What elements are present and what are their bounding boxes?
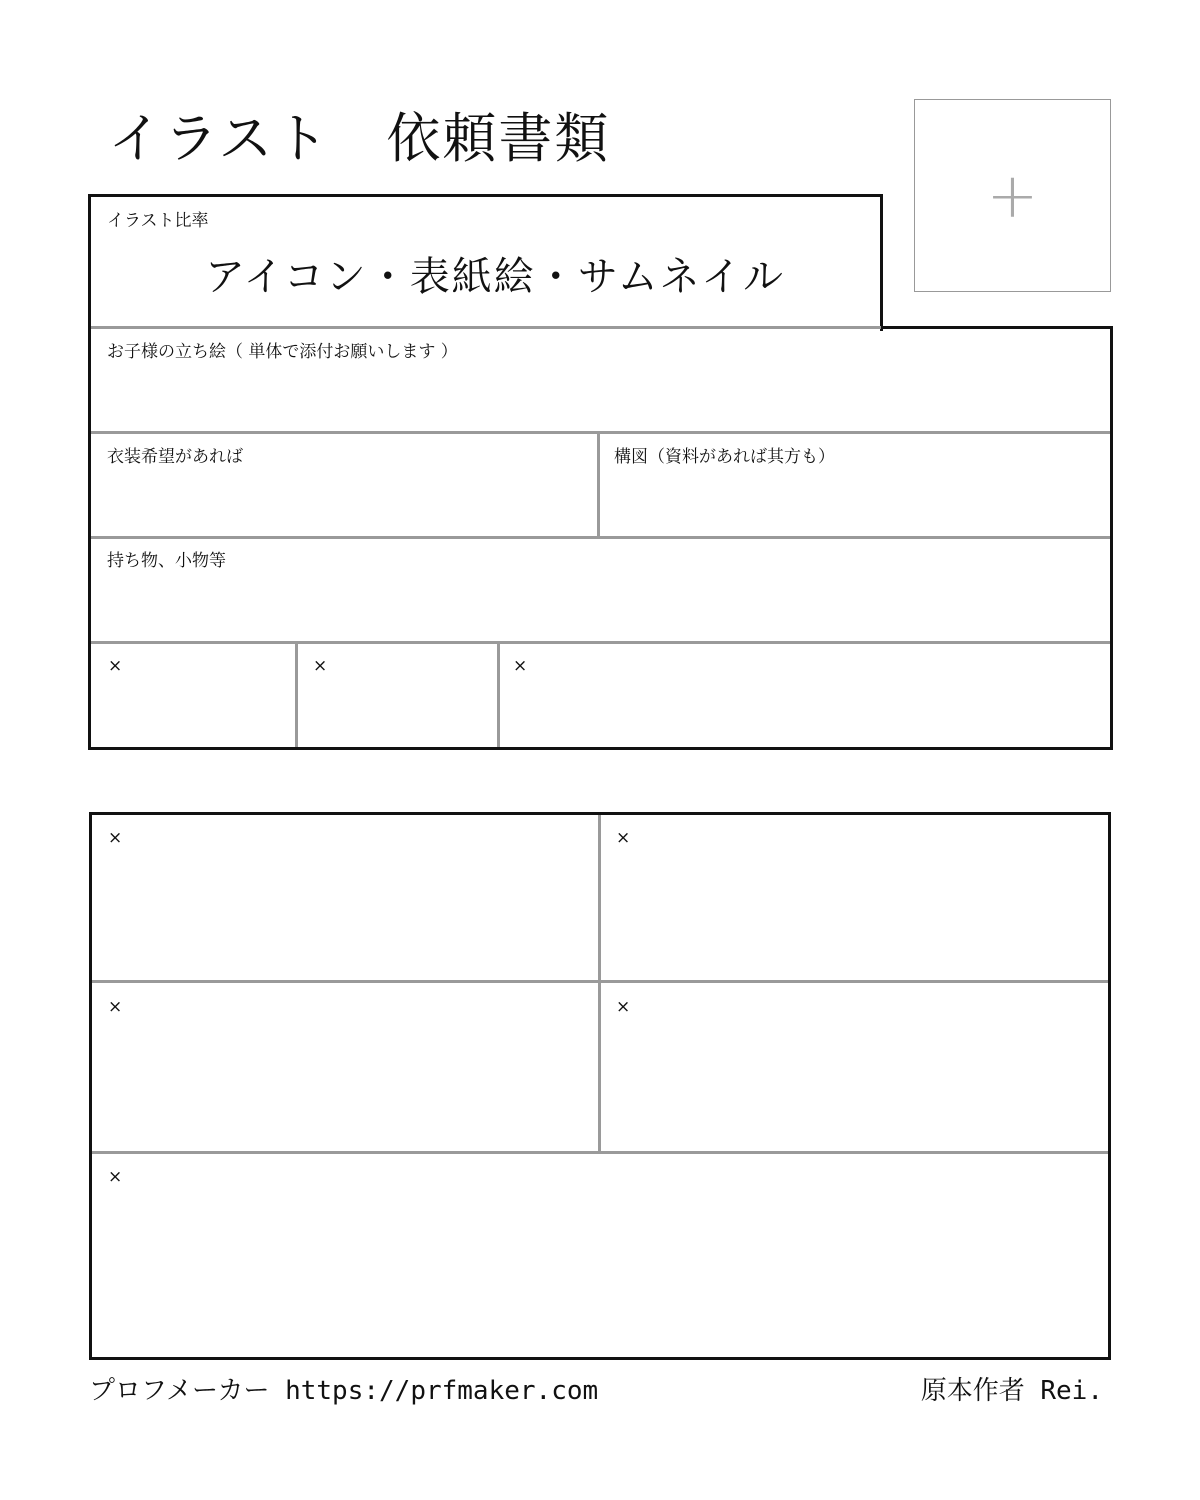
standing-illustration-label: お子様の立ち絵（ 単体で添付お願いします ）	[107, 342, 458, 362]
ratio-value[interactable]: アイコン・表紙絵・サムネイル	[205, 254, 785, 300]
cell-mark: ×	[616, 997, 631, 1017]
items-label: 持ち物、小物等	[107, 551, 226, 571]
divider	[91, 431, 1110, 434]
plus-icon[interactable]: +	[986, 159, 1039, 232]
divider	[91, 326, 881, 329]
divider	[91, 536, 1110, 539]
divider	[295, 644, 298, 747]
divider	[497, 644, 500, 747]
cell-mark: ×	[108, 1167, 123, 1187]
small-cell-mark: ×	[313, 656, 328, 676]
cell-mark: ×	[108, 828, 123, 848]
composition-label: 構図（資料があれば其方も）	[614, 447, 835, 467]
divider	[92, 1151, 1108, 1154]
footer-author: 原本作者 Rei.	[920, 1376, 1103, 1406]
small-cell-mark: ×	[513, 656, 528, 676]
footer-credit-link[interactable]: プロフメーカー https://prfmaker.com	[89, 1376, 599, 1406]
divider	[597, 434, 600, 536]
cell-mark: ×	[108, 997, 123, 1017]
divider	[598, 815, 601, 1151]
costume-label: 衣装希望があれば	[107, 447, 243, 467]
page-title: イラスト 依頼書類	[108, 107, 611, 170]
small-cell-mark: ×	[108, 656, 123, 676]
cell-mark: ×	[616, 828, 631, 848]
divider	[91, 641, 1110, 644]
image-upload-box[interactable]	[914, 99, 1111, 292]
ratio-label: イラスト比率	[107, 211, 209, 231]
